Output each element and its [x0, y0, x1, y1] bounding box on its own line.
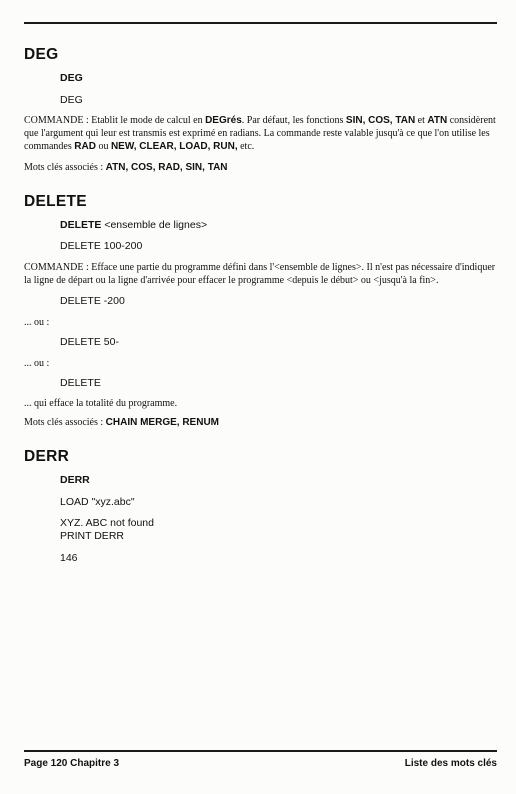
example-delete-3: DELETE 50- [60, 335, 119, 348]
example-derr-value: 146 [60, 551, 78, 564]
or-text-1: ... ou : [24, 316, 50, 328]
example-delete-4: DELETE [60, 376, 101, 389]
note-delete-all: ... qui efface la totalité du programme. [24, 398, 178, 410]
section-heading-delete: DELETE [24, 192, 87, 210]
description-delete: COMMANDE : Efface une partie du programme défini dans l'<ensemble de lignes>. Il n'est pas nécessaire d'indiquer la ligne de départ ou la ligne d'arrivée pour effacer le programme <depuis le début> ou <jusqu'à la fin>. [24, 261, 496, 286]
section-deg [24, 46, 500, 173]
bottom-rule [24, 750, 497, 752]
section-heading-derr: DERR [24, 448, 70, 466]
page-content [24, 46, 500, 573]
example-delete-2: DELETE -200 [60, 295, 125, 308]
or-text-2: ... ou : [24, 357, 50, 369]
footer-section-title: Liste des mots clés [404, 758, 497, 769]
example-delete-1: DELETE 100-200 [60, 240, 143, 253]
example-derr-load: LOAD "xyz.abc" [60, 495, 135, 508]
top-rule [24, 22, 497, 24]
syntax-deg: DEG [60, 72, 83, 84]
description-deg: COMMANDE : Etablit le mode de calcul en DEGrés. Par défaut, les fonctions SIN, COS, TAN et ATN considèrent que l'argument qui leur est transmis est exprimé en radians. La commande reste valable jusqu'à ce que l'on utilise les commandes RAD ou NEW, CLEAR, LOAD, RUN, etc. [24, 115, 496, 152]
footer-page-chapter: Page 120 Chapitre 3 [24, 758, 120, 769]
example-deg: DEG [60, 93, 83, 106]
page-footer [24, 758, 497, 769]
related-keywords-deg: Mots clés associés : ATN, COS, RAD, SIN, TAN [24, 161, 228, 173]
syntax-derr: DERR [60, 474, 90, 487]
section-heading-deg: DEG [24, 46, 59, 63]
related-keywords-delete: Mots clés associés : CHAIN MERGE, RENUM [24, 417, 219, 429]
section-delete [24, 193, 500, 429]
example-derr-output: XYZ. ABC not found PRINT DERR [60, 517, 154, 542]
section-derr [24, 448, 500, 564]
syntax-delete: DELETE <ensemble de lignes> [60, 218, 208, 231]
